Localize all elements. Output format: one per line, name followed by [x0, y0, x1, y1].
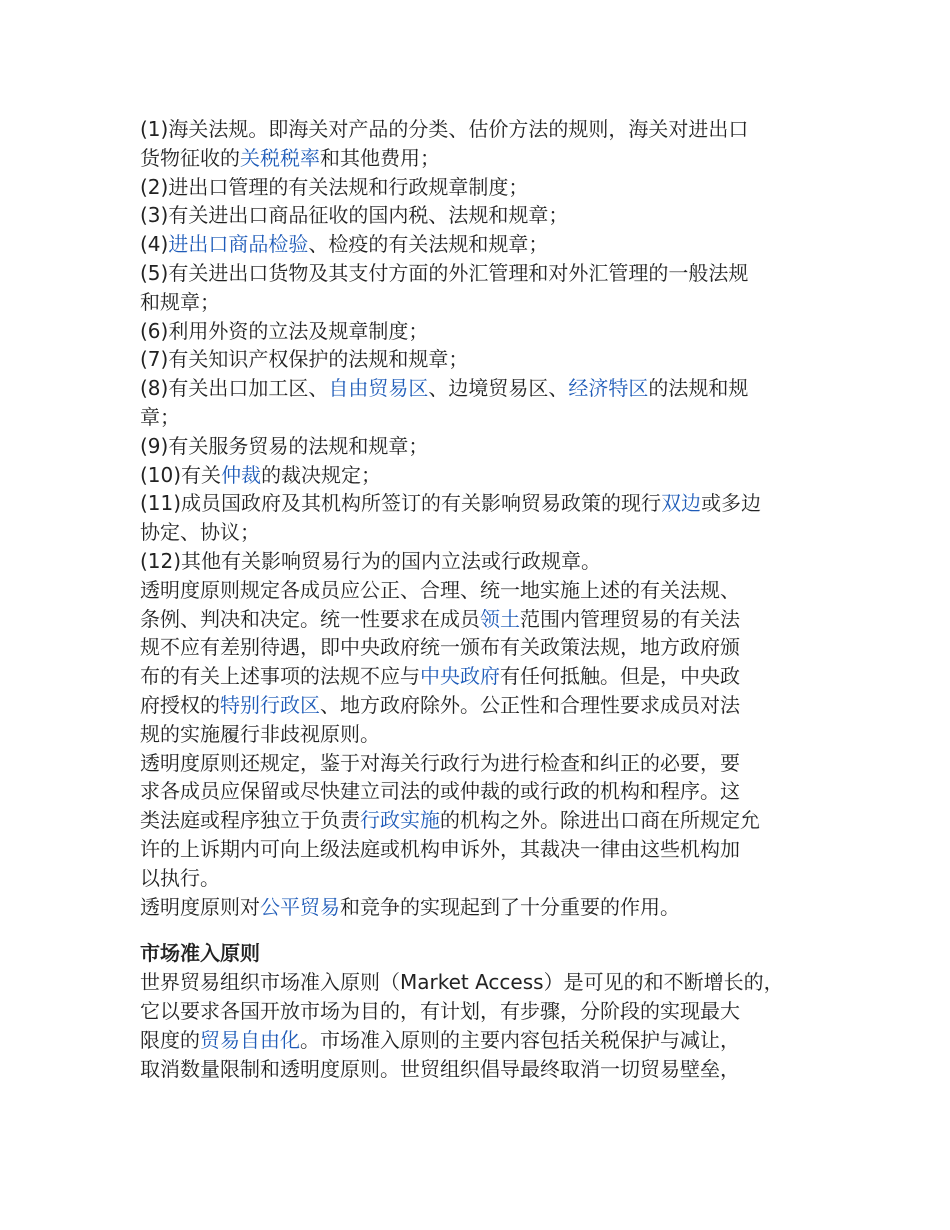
text-segment: (10)有关: [140, 462, 222, 487]
inline-link[interactable]: 贸易自由化: [200, 1027, 300, 1052]
text-line: [140, 144, 820, 173]
text-segment: 和其他费用；: [320, 145, 440, 170]
text-segment: 规的实施履行非歧视原则。: [140, 721, 380, 746]
text-segment: 章；: [140, 404, 180, 429]
inline-link[interactable]: 中央政府: [420, 664, 500, 689]
text-line: [140, 201, 820, 230]
text-line: [140, 968, 820, 997]
text-segment: 、地方政府除外。公正性和合理性要求成员对法: [320, 692, 740, 717]
text-line: [140, 1055, 820, 1084]
text-segment: 、检疫的有关法规和规章；: [308, 232, 549, 257]
text-segment: (7)有关知识产权保护的法规和规章；: [140, 347, 469, 372]
text-line: [140, 806, 820, 835]
text-segment: 布的有关上述事项的法规不应与: [140, 664, 420, 689]
text-segment: 透明度原则对: [140, 894, 260, 919]
text-segment: (6)利用外资的立法及规章制度；: [140, 318, 429, 343]
text-line: [140, 547, 820, 576]
text-line: [140, 461, 820, 490]
text-segment: (9)有关服务贸易的法规和规章；: [140, 433, 429, 458]
text-segment: 府授权的: [140, 692, 220, 717]
text-line: [140, 576, 820, 605]
text-line: [140, 893, 820, 922]
text-line: [140, 403, 820, 432]
text-segment: 限度的: [140, 1027, 200, 1052]
text-segment: 货物征收的: [140, 145, 240, 170]
text-segment: 透明度原则规定各成员应公正、合理、统一地实施上述的有关法规、: [140, 577, 740, 602]
text-segment: 许的上诉期内可向上级法庭或机构申诉外，其裁决一律由这些机构加: [140, 836, 740, 861]
text-segment: 和规章；: [140, 289, 220, 314]
text-line: [140, 259, 820, 288]
text-line: [140, 835, 820, 864]
text-line: [140, 749, 820, 778]
text-segment: 规不应有差别待遇，即中央政府统一颁布有关政策法规，地方政府颁: [140, 635, 740, 660]
text-line: [140, 720, 820, 749]
text-line: [140, 115, 820, 144]
text-line: [140, 633, 820, 662]
text-segment: 有任何抵触。但是，中央政: [500, 664, 740, 689]
text-segment: 类法庭或程序独立于负责: [140, 808, 360, 833]
text-segment: 或多边: [701, 491, 762, 516]
section-heading: 市场准入原则: [140, 941, 260, 966]
section-gap: [140, 921, 820, 939]
text-segment: 透明度原则还规定，鉴于对海关行政行为进行检查和纠正的必要，要: [140, 750, 740, 775]
text-segment: (2)进出口管理的有关法规和行政规章制度；: [140, 174, 529, 199]
inline-link[interactable]: 行政实施: [360, 808, 440, 833]
text-segment: (8)有关出口加工区、: [140, 376, 329, 401]
text-segment: 它以要求各国开放市场为目的，有计划，有步骤，分阶段的实现最大: [140, 998, 740, 1023]
text-line: [140, 345, 820, 374]
text-segment: (4): [140, 232, 169, 257]
inline-link[interactable]: 领土: [480, 606, 520, 631]
text-segment: 条例、判决和决定。统一性要求在成员: [140, 606, 480, 631]
text-segment: 协定、协议；: [140, 520, 260, 545]
text-segment: 世界贸易组织市场准入原则（Market Access）是可见的和不断增长的，: [140, 970, 784, 995]
text-segment: 范围内管理贸易的有关法: [520, 606, 740, 631]
text-segment: (3)有关进出口商品征收的国内税、法规和规章；: [140, 203, 569, 228]
text-segment: 和竞争的实现起到了十分重要的作用。: [340, 894, 680, 919]
text-segment: 的法规和规: [648, 376, 749, 401]
text-segment: (1)海关法规。即海关对产品的分类、估价方法的规则，海关对进出口: [140, 117, 749, 141]
text-line: [140, 662, 820, 691]
inline-link[interactable]: 特别行政区: [220, 692, 320, 717]
text-segment: (12)其他有关影响贸易行为的国内立法或行政规章。: [140, 548, 602, 573]
text-line: [140, 173, 820, 202]
text-line: [140, 374, 820, 403]
text-line: [140, 777, 820, 806]
text-line: [140, 432, 820, 461]
text-line: [140, 317, 820, 346]
text-line: [140, 864, 820, 893]
text-line: [140, 518, 820, 547]
inline-link[interactable]: 自由贸易区: [328, 376, 429, 401]
text-line: [140, 230, 820, 259]
text-segment: 以执行。: [140, 865, 220, 890]
text-segment: (5)有关进出口货物及其支付方面的外汇管理和对外汇管理的一般法规: [140, 260, 749, 285]
text-line: [140, 997, 820, 1026]
inline-link[interactable]: 公平贸易: [260, 894, 340, 919]
text-segment: 。市场准入原则的主要内容包括关税保护与减让，: [300, 1027, 740, 1052]
text-line: [140, 288, 820, 317]
inline-link[interactable]: 双边: [661, 491, 702, 516]
article-body: [140, 115, 820, 1083]
text-segment: (11)成员国政府及其机构所签订的有关影响贸易政策的现行: [140, 491, 662, 516]
text-line: [140, 605, 820, 634]
inline-link[interactable]: 仲裁: [221, 462, 262, 487]
inline-link[interactable]: 进出口商品检验: [168, 232, 309, 257]
text-line: [140, 489, 820, 518]
text-segment: 求各成员应保留或尽快建立司法的或仲裁的或行政的机构和程序。这: [140, 779, 740, 804]
text-segment: 的机构之外。除进出口商在所规定允: [440, 808, 760, 833]
text-segment: 的裁决规定；: [261, 462, 382, 487]
text-line: [140, 691, 820, 720]
inline-link[interactable]: 关税税率: [240, 145, 320, 170]
text-line: [140, 1026, 820, 1055]
text-segment: 取消数量限制和透明度原则。世贸组织倡导最终取消一切贸易壁垒，: [140, 1056, 740, 1081]
text-segment: 、边境贸易区、: [428, 376, 569, 401]
inline-link[interactable]: 经济特区: [568, 376, 649, 401]
